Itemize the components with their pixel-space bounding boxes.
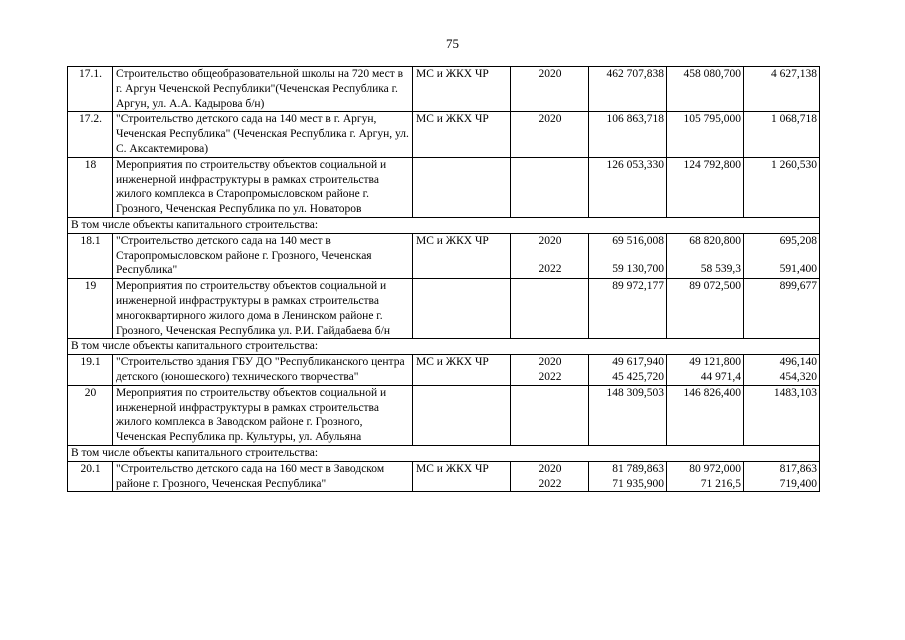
total-amount-value: 71 935,900 [612, 477, 664, 490]
regional-amount-value: 695,208 [779, 234, 817, 247]
regional-amount-value: 1 260,530 [771, 158, 817, 171]
year-cell [511, 67, 589, 112]
item-number: 19.1 [68, 355, 113, 386]
year-cell-value: 2020 [538, 462, 562, 475]
table-row [68, 355, 820, 386]
federal-amount [667, 112, 744, 157]
total-amount [589, 461, 667, 492]
responsible-executor: МС и ЖКХ ЧР [413, 233, 511, 278]
subheader-text: В том числе объекты капитального строительства: [68, 445, 820, 461]
regional-amount-values [747, 67, 817, 110]
federal-amount-value: 89 072,500 [689, 280, 741, 293]
total-amount [589, 157, 667, 217]
federal-amount [667, 461, 744, 492]
item-name: "Строительство детского сада на 140 мест в г. Аргун, Чеченская Республика" (Чеченская Республика г. Аргун, ул. С. Аксактемирова) [113, 112, 413, 157]
federal-amount-value: 44 971,4 [700, 370, 741, 383]
year-cell-value: 2022 [538, 370, 562, 383]
item-name: "Строительство детского сада на 160 мест в Заводском районе г. Грозного, Чеченская Республика" [113, 461, 413, 492]
federal-amount-values [670, 67, 741, 110]
subheader-row [68, 445, 820, 461]
federal-amount [667, 385, 744, 445]
regional-amount-values [747, 355, 817, 384]
federal-amount [667, 279, 744, 339]
federal-amount [667, 157, 744, 217]
total-amount-value: 49 617,940 [612, 356, 664, 369]
year-cell [511, 385, 589, 445]
year-cell [511, 355, 589, 386]
year-cell-values [514, 158, 586, 216]
federal-amount [667, 67, 744, 112]
item-name: Мероприятия по строительству объектов социальной и инженерной инфраструктуры в рамках строительства жилого комплекса в Старопромысловском районе г. Грозного, Чеченская Республика по ул. Новаторов [113, 157, 413, 217]
total-amount-values [592, 234, 664, 277]
regional-amount-value: 899,677 [779, 280, 817, 293]
item-number: 20 [68, 385, 113, 445]
regional-amount [744, 279, 820, 339]
item-name: "Строительство детского сада на 140 мест в Старопромысловском районе г. Грозного, Чеченская Республика" [113, 233, 413, 278]
year-cell [511, 157, 589, 217]
regional-amount-value: 454,320 [779, 370, 817, 383]
year-cell-value: 2022 [538, 477, 562, 490]
total-amount-value: 148 309,503 [606, 386, 664, 399]
responsible-executor [413, 279, 511, 339]
table-row [68, 385, 820, 445]
item-number: 17.1. [68, 67, 113, 112]
federal-amount-value: 49 121,800 [689, 356, 741, 369]
total-amount-value: 69 516,008 [612, 234, 664, 247]
page-number: 75 [446, 36, 459, 51]
item-name: Мероприятия по строительству объектов социальной и инженерной инфраструктуры в рамках строительства многоквартирного жилого дома в Ленинском районе г. Грозного, Чеченская Республика ул. Р.И. Гайдабаева б/н [113, 279, 413, 339]
total-amount-values [592, 158, 664, 216]
subheader-text: В том числе объекты капитального строительства: [68, 339, 820, 355]
federal-amount-value: 80 972,000 [689, 462, 741, 475]
year-cell-values [514, 279, 586, 337]
responsible-executor [413, 157, 511, 217]
table-row [68, 157, 820, 217]
item-name: "Строительство здания ГБУ ДО "Республиканского центра детского (юношеского) технического творчества" [113, 355, 413, 386]
regional-amount-values [747, 386, 817, 444]
federal-amount-value: 458 080,700 [683, 68, 741, 80]
regional-amount-values [747, 279, 817, 337]
total-amount-value: 81 789,863 [612, 462, 664, 475]
year-cell [511, 461, 589, 492]
table-row [68, 461, 820, 492]
regional-amount-values [747, 112, 817, 155]
year-cell-values [514, 462, 586, 491]
federal-amount-value: 71 216,5 [700, 477, 741, 490]
item-number: 17.2. [68, 112, 113, 157]
total-amount-value: 106 863,718 [606, 113, 664, 126]
federal-amount-value: 146 826,400 [683, 386, 741, 399]
total-amount-value: 45 425,720 [612, 370, 664, 383]
year-cell-values [514, 112, 586, 155]
total-amount-values [592, 279, 664, 337]
total-amount-value: 59 130,700 [612, 263, 664, 276]
total-amount-value: 89 972,177 [612, 280, 664, 293]
year-cell-value: 2020 [538, 234, 562, 247]
table-row [68, 67, 820, 112]
responsible-executor: МС и ЖКХ ЧР [413, 67, 511, 112]
regional-amount-value: 1483,103 [773, 386, 817, 399]
item-number: 18.1 [68, 233, 113, 278]
regional-amount [744, 67, 820, 112]
item-number: 19 [68, 279, 113, 339]
item-number: 20.1 [68, 461, 113, 492]
federal-amount-values [670, 234, 741, 277]
year-cell-values [514, 234, 586, 277]
year-cell-value: 2020 [538, 68, 562, 80]
federal-amount-values [670, 279, 741, 337]
responsible-executor: МС и ЖКХ ЧР [413, 355, 511, 386]
total-amount-values [592, 67, 664, 110]
subheader-text: В том числе объекты капитального строительства: [68, 217, 820, 233]
regional-amount-value: 817,863 [779, 462, 817, 475]
responsible-executor: МС и ЖКХ ЧР [413, 461, 511, 492]
regional-amount [744, 112, 820, 157]
item-number: 18 [68, 157, 113, 217]
year-cell-value: 2020 [538, 356, 562, 369]
federal-amount-value: 124 792,800 [683, 158, 741, 171]
regional-amount [744, 157, 820, 217]
item-name: Мероприятия по строительству объектов социальной и инженерной инфраструктуры в рамках строительства жилого комплекса в Заводском районе г. Грозного, Чеченская Республика пр. Культуры, ул. Абульяна [113, 385, 413, 445]
investment-table [67, 66, 820, 492]
federal-amount [667, 355, 744, 386]
federal-amount-values [670, 355, 741, 384]
total-amount-values [592, 355, 664, 384]
regional-amount [744, 385, 820, 445]
federal-amount-value: 105 795,000 [683, 113, 741, 126]
regional-amount-values [747, 158, 817, 216]
table-row [68, 233, 820, 278]
regional-amount-values [747, 234, 817, 277]
total-amount [589, 112, 667, 157]
regional-amount [744, 233, 820, 278]
year-cell [511, 279, 589, 339]
federal-amount-values [670, 112, 741, 155]
year-cell-values [514, 67, 586, 110]
item-name: Строительство общеобразовательной школы на 720 мест в г. Аргун Чеченской Республики"(Чеченская Республика г. Аргун, ул. А.А. Кадырова б/н) [113, 67, 413, 112]
total-amount [589, 355, 667, 386]
total-amount-value: 462 707,838 [606, 68, 664, 80]
total-amount [589, 67, 667, 112]
table-row [68, 279, 820, 339]
total-amount-values [592, 112, 664, 155]
total-amount-values [592, 462, 664, 491]
regional-amount-value: 4 627,138 [771, 68, 817, 80]
regional-amount [744, 355, 820, 386]
regional-amount [744, 461, 820, 492]
subheader-row [68, 339, 820, 355]
responsible-executor [413, 385, 511, 445]
regional-amount-value: 1 068,718 [771, 113, 817, 126]
total-amount [589, 233, 667, 278]
regional-amount-values [747, 462, 817, 491]
year-cell-value: 2020 [538, 113, 562, 126]
federal-amount-values [670, 158, 741, 216]
year-cell [511, 233, 589, 278]
federal-amount-values [670, 462, 741, 491]
responsible-executor: МС и ЖКХ ЧР [413, 112, 511, 157]
federal-amount-value: 58 539,3 [700, 263, 741, 276]
regional-amount-value: 719,400 [779, 477, 817, 490]
year-cell-values [514, 355, 586, 384]
federal-amount [667, 233, 744, 278]
total-amount [589, 385, 667, 445]
table-body [68, 67, 820, 492]
federal-amount-values [670, 386, 741, 444]
federal-amount-value: 68 820,800 [689, 234, 741, 247]
regional-amount-value: 591,400 [779, 263, 817, 276]
regional-amount-value: 496,140 [779, 356, 817, 369]
total-amount [589, 279, 667, 339]
year-cell-value: 2022 [538, 263, 562, 276]
year-cell [511, 112, 589, 157]
year-cell-values [514, 386, 586, 444]
subheader-row [68, 217, 820, 233]
total-amount-value: 126 053,330 [606, 158, 664, 171]
table-row [68, 112, 820, 157]
total-amount-values [592, 386, 664, 444]
